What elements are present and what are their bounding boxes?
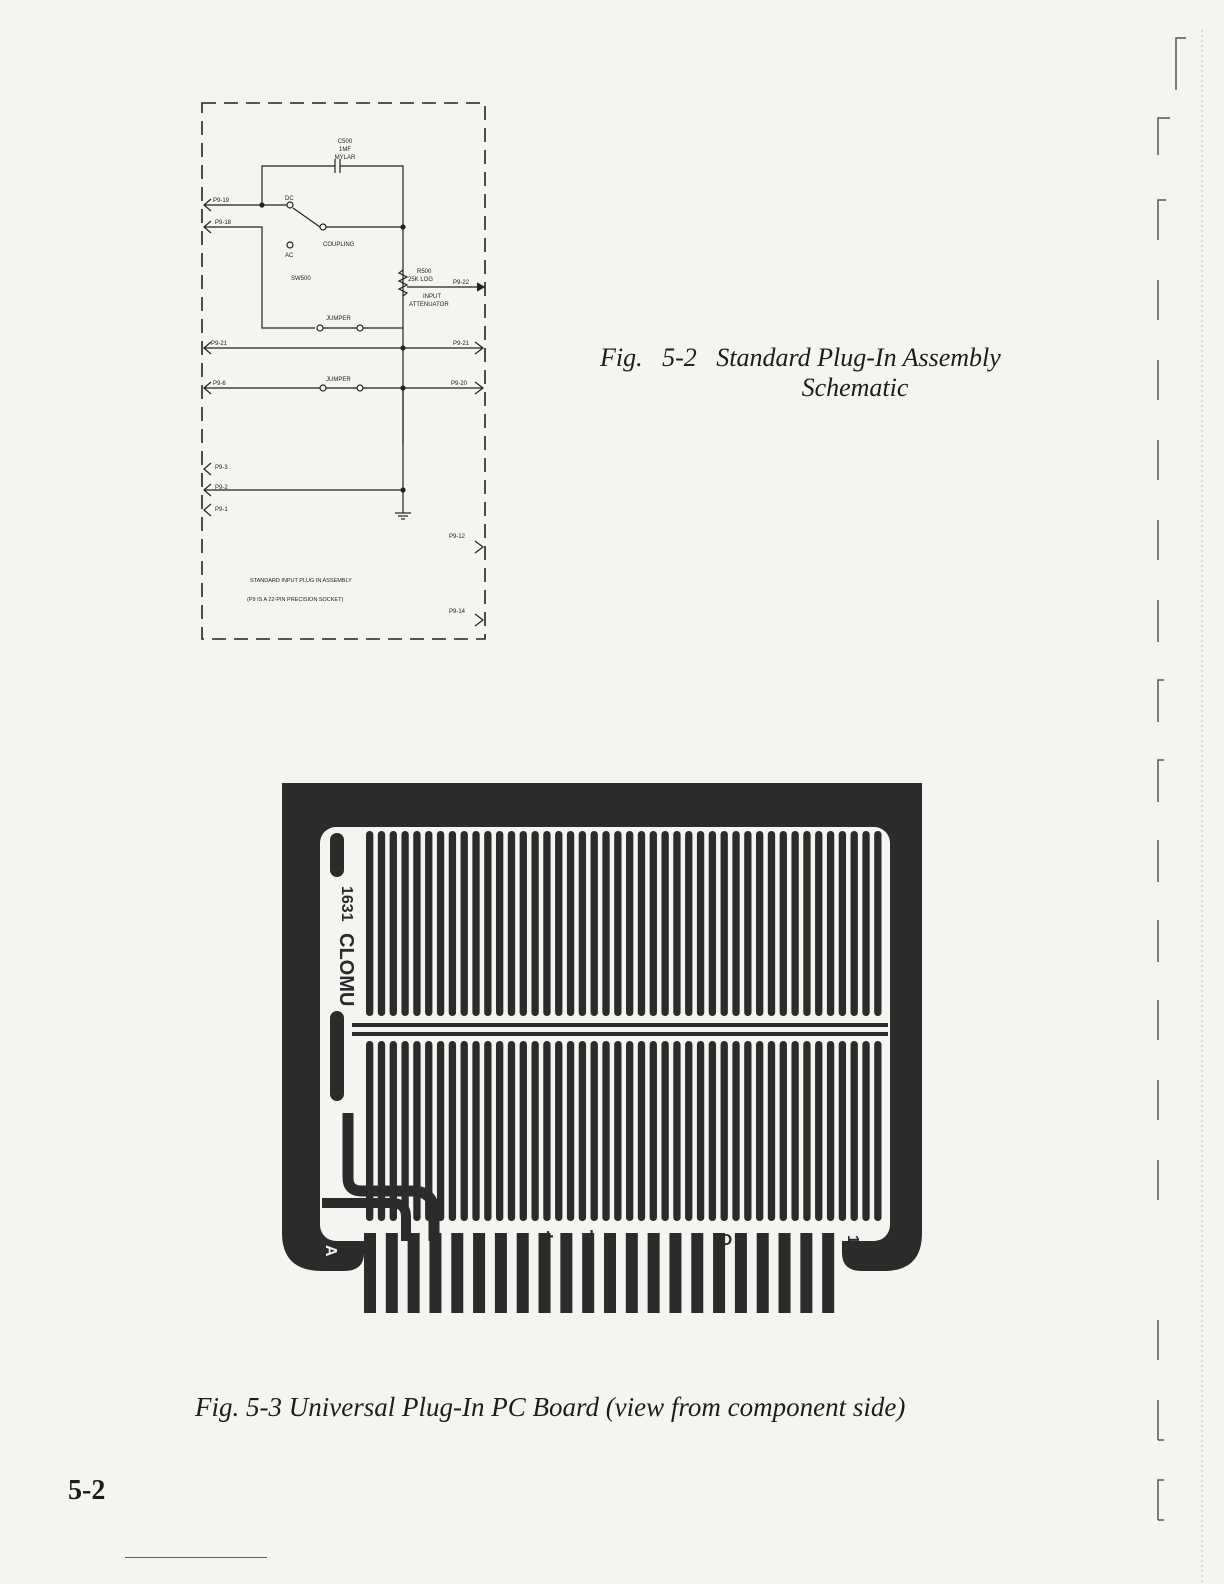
bottom-strip xyxy=(851,1041,858,1221)
connector-finger xyxy=(451,1233,463,1313)
top-strip xyxy=(685,831,692,1016)
bottom-strip xyxy=(531,1041,538,1221)
top-strip xyxy=(862,831,869,1016)
pcb-pin-1: 1 xyxy=(844,1235,861,1244)
connector-finger xyxy=(473,1233,485,1313)
pc-board-image xyxy=(282,783,922,1315)
bottom-strip xyxy=(791,1041,798,1221)
top-strip xyxy=(591,831,598,1016)
connector-finger xyxy=(822,1233,834,1313)
top-strip xyxy=(673,831,680,1016)
bottom-strip xyxy=(437,1041,444,1221)
bottom-strip xyxy=(839,1041,846,1221)
p9-6-label: P9-6 xyxy=(213,381,226,387)
bottom-strip xyxy=(638,1041,645,1221)
connector-finger xyxy=(560,1233,572,1313)
input-label: INPUT xyxy=(423,294,441,300)
logo-pad-top xyxy=(330,833,344,877)
connector-finger xyxy=(669,1233,681,1313)
top-strip xyxy=(614,831,621,1016)
top-strip xyxy=(851,831,858,1016)
connector-finger xyxy=(800,1233,812,1313)
bottom-strip xyxy=(543,1041,550,1221)
bottom-strip xyxy=(768,1041,775,1221)
fig-5-2-caption-line-2: Schematic xyxy=(801,373,909,402)
bottom-strip xyxy=(744,1041,751,1221)
top-strip xyxy=(827,831,834,1016)
top-strip xyxy=(744,831,751,1016)
top-strip xyxy=(839,831,846,1016)
top-strip xyxy=(626,831,633,1016)
top-strip xyxy=(484,831,491,1016)
p9-21-right-label: P9-21 xyxy=(453,341,470,347)
top-strip xyxy=(378,831,385,1016)
top-strip xyxy=(661,831,668,1016)
p9-12-label: P9-12 xyxy=(449,534,466,540)
page-number: 5-2 xyxy=(68,1475,106,1506)
fig-5-2-caption xyxy=(600,343,1080,403)
bottom-strip xyxy=(567,1041,574,1221)
top-strip xyxy=(602,831,609,1016)
pcb-pin-22: 22 xyxy=(340,1245,356,1261)
bottom-strip xyxy=(520,1041,527,1221)
connector-finger xyxy=(735,1233,747,1313)
pcb-number-text: 1631 xyxy=(338,886,355,922)
top-strip xyxy=(791,831,798,1016)
top-strip xyxy=(390,831,397,1016)
pcb-circle-marker: O xyxy=(719,1232,733,1249)
top-strip xyxy=(756,831,763,1016)
top-strip xyxy=(768,831,775,1016)
sw500-label: SW500 xyxy=(291,276,311,282)
top-strip xyxy=(496,831,503,1016)
top-strip xyxy=(508,831,515,1016)
bus-line-upper xyxy=(352,1023,888,1027)
bottom-strip xyxy=(709,1041,716,1221)
connector-finger xyxy=(582,1233,594,1313)
top-strip xyxy=(638,831,645,1016)
bottom-strip xyxy=(697,1041,704,1221)
bottom-rule xyxy=(125,1557,267,1558)
bottom-strip xyxy=(862,1041,869,1221)
bottom-strip xyxy=(461,1041,468,1221)
top-strip xyxy=(567,831,574,1016)
connector-finger xyxy=(517,1233,529,1313)
dc-label: DC xyxy=(285,196,294,202)
top-strip xyxy=(803,831,810,1016)
bottom-strip xyxy=(756,1041,763,1221)
top-strip xyxy=(543,831,550,1016)
connector-finger xyxy=(779,1233,791,1313)
top-strip xyxy=(449,831,456,1016)
p9-14-label: P9-14 xyxy=(449,609,466,615)
edge-connector xyxy=(364,1233,834,1313)
bottom-strip xyxy=(721,1041,728,1221)
pcb-logo-text: CLOMU xyxy=(335,933,357,1007)
top-strip xyxy=(815,831,822,1016)
bottom-strip xyxy=(626,1041,633,1221)
p9-1-label: P9-1 xyxy=(215,507,228,513)
bottom-strip xyxy=(614,1041,621,1221)
top-strip xyxy=(721,831,728,1016)
pcb-plus-marker: + xyxy=(542,1226,554,1248)
connector-finger xyxy=(386,1233,398,1313)
p9-3-label: P9-3 xyxy=(215,465,228,471)
p9-19-label: P9-19 xyxy=(213,198,230,204)
assembly-boundary xyxy=(202,103,485,639)
bottom-strip xyxy=(780,1041,787,1221)
top-strip xyxy=(437,831,444,1016)
bottom-strip xyxy=(602,1041,609,1221)
top-strip xyxy=(366,831,373,1016)
ac-label: AC xyxy=(285,253,294,259)
bottom-strip xyxy=(484,1041,491,1221)
p9-18-label: P9-18 xyxy=(215,220,232,226)
connector-finger xyxy=(648,1233,660,1313)
p9-2-label: P9-2 xyxy=(215,485,228,491)
top-strip xyxy=(732,831,739,1016)
attenuator-label: ATTENUATOR xyxy=(409,302,449,308)
top-strip xyxy=(401,831,408,1016)
fig-5-2-caption-line-1: Fig. 5-2 Standard Plug-In Assembly xyxy=(600,343,1001,372)
bottom-strip xyxy=(815,1041,822,1221)
assembly-note-1: STANDARD INPUT PLUG IN ASSEMBLY xyxy=(250,578,352,584)
bottom-strip xyxy=(449,1041,456,1221)
top-strip xyxy=(874,831,881,1016)
bottom-strip xyxy=(650,1041,657,1221)
connector-finger xyxy=(604,1233,616,1313)
top-strip xyxy=(461,831,468,1016)
bottom-strip xyxy=(874,1041,881,1221)
connector-finger xyxy=(495,1233,507,1313)
bottom-strip xyxy=(555,1041,562,1221)
bottom-strip xyxy=(579,1041,586,1221)
fig-5-3-caption: Fig. 5-3 Universal Plug-In PC Board (view from component side) xyxy=(195,1392,906,1422)
assembly-note-2: (P9 IS A 22-PIN PRECISION SOCKET) xyxy=(247,597,344,603)
p9-21-left-label: P9-21 xyxy=(211,341,228,347)
connector-finger xyxy=(691,1233,703,1313)
pcb-minus-marker: − xyxy=(580,1229,602,1241)
p9-22-label: P9-22 xyxy=(453,280,470,286)
top-strip xyxy=(413,831,420,1016)
schematic-diagram xyxy=(195,95,495,650)
connector-finger xyxy=(429,1233,441,1313)
bottom-strip xyxy=(496,1041,503,1221)
bottom-strip xyxy=(732,1041,739,1221)
connector-finger xyxy=(757,1233,769,1313)
bottom-strip xyxy=(803,1041,810,1221)
bottom-strip xyxy=(508,1041,515,1221)
top-strip xyxy=(472,831,479,1016)
top-strip xyxy=(579,831,586,1016)
p9-20-label: P9-20 xyxy=(451,381,468,387)
pcb-pin-a: A xyxy=(322,1245,339,1257)
bottom-strip xyxy=(661,1041,668,1221)
r500-label: R500 xyxy=(417,269,432,275)
top-strip xyxy=(780,831,787,1016)
bottom-strip xyxy=(827,1041,834,1221)
binder-edge-marks xyxy=(1150,30,1224,1584)
jumper-1-label: JUMPER xyxy=(326,316,351,322)
bottom-strip xyxy=(472,1041,479,1221)
c500-label: C500 xyxy=(337,139,353,145)
connector-finger xyxy=(626,1233,638,1313)
connector-finger xyxy=(364,1233,376,1313)
c500-value-label: 1MF xyxy=(339,147,351,153)
top-strip xyxy=(650,831,657,1016)
top-strip xyxy=(520,831,527,1016)
top-strip xyxy=(697,831,704,1016)
bus-line-lower xyxy=(352,1032,888,1036)
bottom-strip xyxy=(591,1041,598,1221)
top-strip xyxy=(531,831,538,1016)
coupling-label: COUPLING xyxy=(323,242,355,248)
connector-finger xyxy=(408,1233,420,1313)
logo-pad-bottom xyxy=(330,1011,344,1101)
r500-value-label: 25K LOG xyxy=(408,277,434,283)
bottom-strip xyxy=(673,1041,680,1221)
top-strip xyxy=(425,831,432,1016)
top-strip xyxy=(709,831,716,1016)
top-strip xyxy=(555,831,562,1016)
bottom-strip xyxy=(685,1041,692,1221)
c500-type-label: MYLAR xyxy=(334,155,356,161)
jumper-2-label: JUMPER xyxy=(326,377,351,383)
